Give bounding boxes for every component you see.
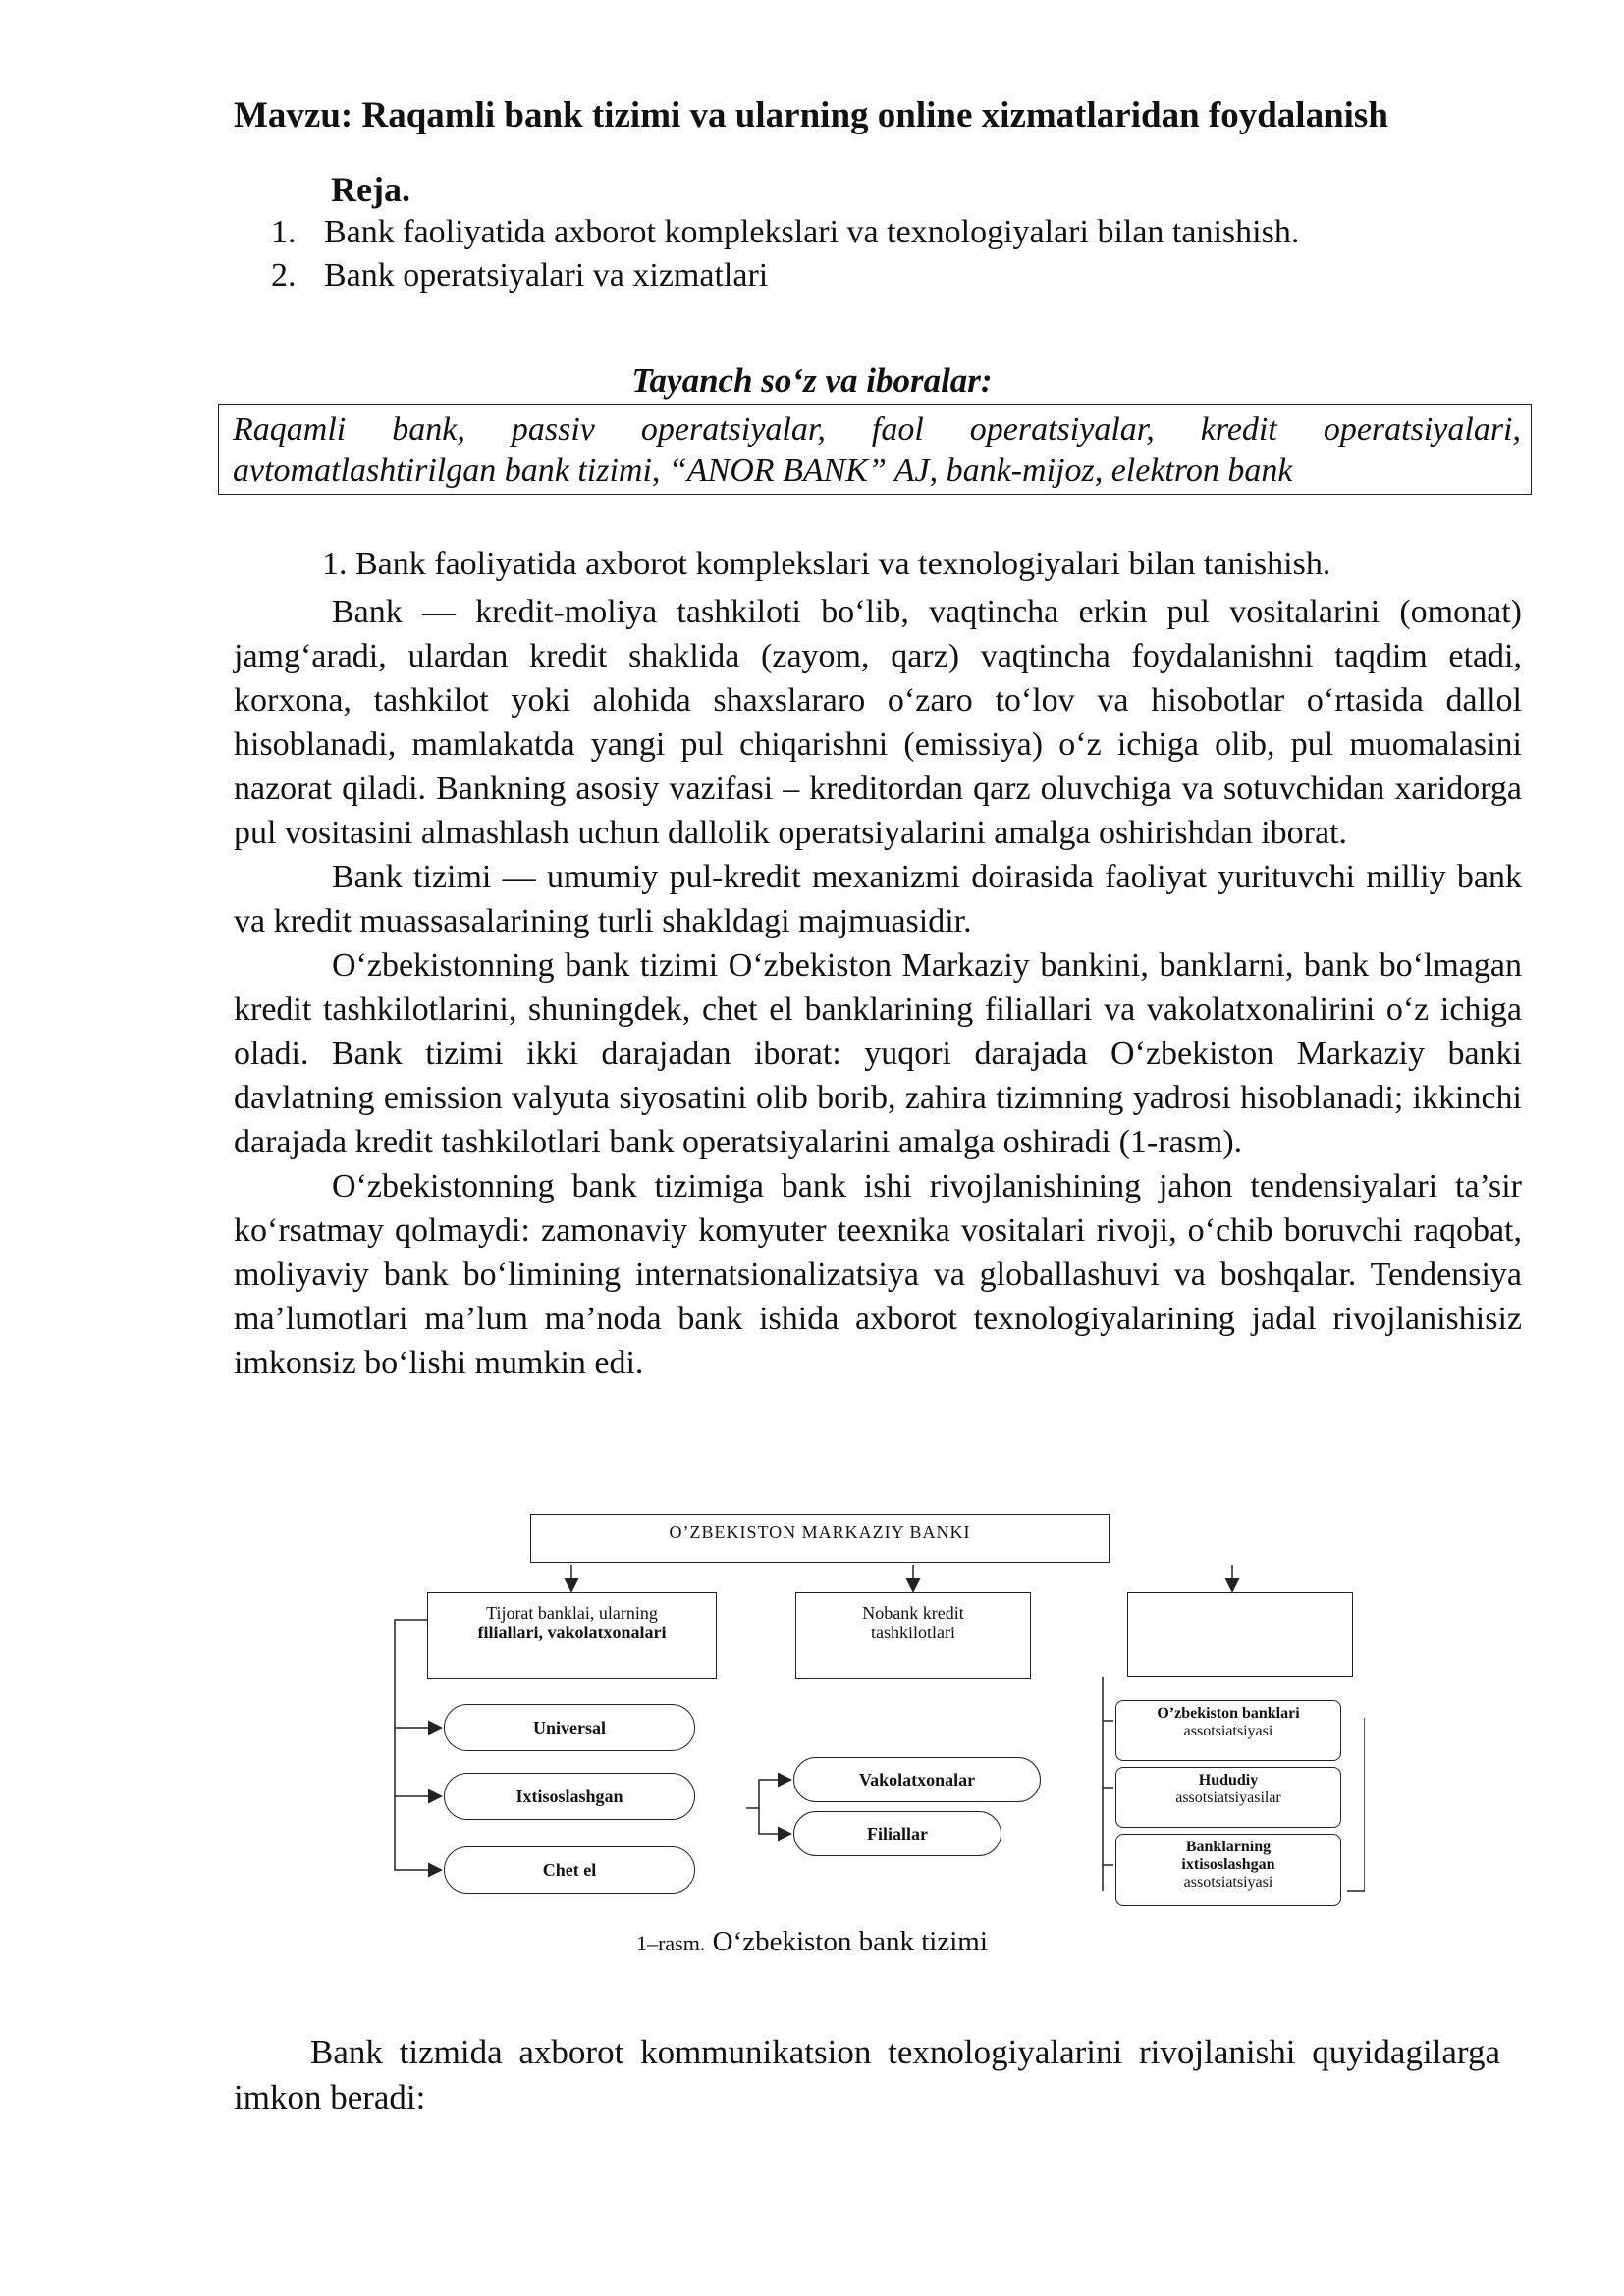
associations-box: [1127, 1592, 1353, 1677]
foreign-pill: Chet el: [444, 1846, 695, 1894]
bank-system-diagram: [383, 1510, 1365, 1922]
association-box: [1115, 1834, 1341, 1906]
box-label: assotsiatsiyasi: [1183, 1874, 1273, 1891]
paragraph: Bank tizmida axborot kommunikatsion texnologiyalarini rivojlanishi quyidagilarga imkon beradi:: [234, 2033, 1500, 2116]
central-bank-box: O’ZBEKISTON MARKAZIY BANKI: [530, 1514, 1110, 1563]
plan-heading: Reja.: [331, 170, 410, 209]
keywords-line: Raqamli bank, passiv operatsiyalar, faol operatsiyalar, kredit operatsiyalari,: [233, 411, 1521, 448]
paragraph: Bank tizimi — umumiy pul-kredit mexanizmi doirasida faoliyat yurituvchi milliy bank va kredit muassasalarining turli shakldagi majmuasidir.: [234, 859, 1522, 939]
keywords-line: avtomatlashtirilgan bank tizimi, “ANOR BANK” AJ, bank-mijoz, elektron bank: [233, 453, 1293, 489]
representative-offices-pill: Vakolatxonalar: [793, 1757, 1041, 1802]
section-heading: 1. Bank faoliyatida axborot komplekslari va texnologiyalari bilan tanishish.: [322, 546, 1331, 582]
box-label: Tijorat banklai, ularning: [486, 1603, 658, 1623]
closing-text: [234, 2030, 1500, 2120]
association-box: [1115, 1700, 1341, 1761]
caption-text: O‘zbekiston bank tizimi: [712, 1926, 988, 1957]
association-box: [1115, 1767, 1341, 1828]
plan-item-number: 1.: [271, 214, 297, 250]
paragraph: O‘zbekistonning bank tizimiga bank ishi rivojlanishining jahon tendensiyalari ta’sir ko‘rsatmay qolmaydi: zamonaviy komyuter teexnika vositalari rivoji, o‘chib boruvchi raqobat, moliyaviy bank bo‘limining internatsionalizatsiya va globallashuvi va boshqalar. Tendensiya ma’lumotlari ma’lum ma’noda bank ishida axborot texnologiyalarining jadal rivojlanishisiz imkonsiz bo‘lishi mumkin edi.: [234, 1168, 1522, 1381]
box-label: assotsiatsiyasilar: [1175, 1789, 1281, 1806]
box-label: O’zbekiston banklari: [1157, 1705, 1300, 1722]
specialized-pill: Ixtisoslashgan: [444, 1773, 695, 1820]
box-label: filiallari, vakolatxonalari: [477, 1623, 667, 1642]
box-label: ixtisoslashgan: [1181, 1856, 1275, 1873]
box-label: Banklarning: [1185, 1839, 1272, 1855]
keywords-heading: Tayanch so‘z va iboralar:: [631, 361, 993, 400]
caption-prefix: 1–rasm.: [636, 1931, 706, 1955]
keywords-box: [218, 404, 1532, 495]
section-body: [234, 590, 1522, 1385]
box-label: Nobank kredit: [862, 1603, 964, 1623]
paragraph: Bank — kredit-moliya tashkiloti bo‘lib, vaqtincha erkin pul vositalarini (omonat) jamg‘aradi, ulardan kredit shaklida (zayom, qarz) vaqtincha foydalanishni taqdim etadi, korxona, tashkilot yoki alohida shaxslararo o‘zaro to‘lov va hisobotlar o‘rtasida dallol hisoblanadi, mamlakatda yangi pul chiqarishni (emissiya) o‘z ichiga olib, pul muomalasini nazorat qiladi. Bankning asosiy vazifasi – kreditordan qarz oluvchiga va sotuvchidan xaridorga pul vositasini almashlash uchun dallolik operatsiyalarini amalga oshirishdan iborat.: [234, 594, 1522, 851]
plan-item-text: Bank operatsiyalari va xizmatlari: [324, 257, 769, 294]
plan-item-number: 2.: [271, 257, 297, 294]
box-label: tashkilotlari: [871, 1623, 955, 1642]
plan-item: [271, 257, 768, 294]
page-title: Mavzu: Raqamli bank tizimi va ularning online xizmatlaridan foydalanish: [234, 95, 1388, 135]
plan-item: [271, 214, 1299, 251]
branches-pill: Filiallar: [793, 1811, 1001, 1856]
plan-item-text: Bank faoliyatida axborot komplekslari va texnologiyalari bilan tanishish.: [324, 214, 1300, 250]
nonbank-credit-box: [795, 1592, 1031, 1679]
box-label: assotsiatsiyasi: [1183, 1723, 1273, 1739]
paragraph: O‘zbekistonning bank tizimi O‘zbekiston Markaziy bankini, banklarni, bank bo‘lmagan kredit tashkilotlarini, shuningdek, chet el banklarining filiallari va vakolatxonalirini o‘z ichiga oladi. Bank tizimi ikki darajadan iborat: yuqori darajada O‘zbekiston Markaziy banki davlatning emission valyuta siyosatini olib borib, zahira tizimning yadrosi hisoblanadi; ikkinchi darajada kredit tashkilotlari bank operatsiyalarini amalga oshiradi (1-rasm).: [234, 947, 1522, 1160]
commercial-banks-box: [427, 1592, 717, 1679]
box-label: Hududiy: [1198, 1772, 1259, 1789]
figure-caption: [0, 1926, 1624, 1958]
universal-pill: Universal: [444, 1704, 695, 1751]
